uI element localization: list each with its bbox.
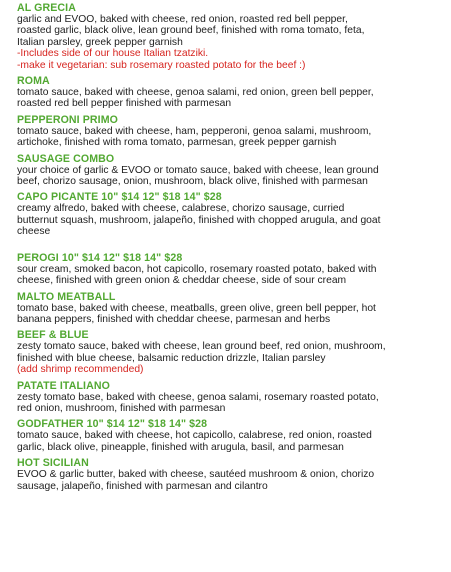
item-name: MALTO MEATBALL	[17, 290, 116, 303]
item-desc-line: tomato sauce, baked with cheese, genoa salami, red onion, green bell pepper,	[17, 87, 374, 99]
item-desc-line: garlic, black olive, pineapple, finished with arugula, basil, and parmesan	[17, 441, 344, 453]
menu-item-al-grecia	[17, 2, 445, 71]
menu-item-sausage-combo	[17, 153, 445, 188]
item-name: CAPO PICANTE 10" $14 12" $18 14" $28	[17, 191, 222, 204]
item-desc-line: cheese, finished with green onion & cheddar cheese, side of sour cream	[17, 275, 347, 287]
menu-item-capo-picante	[17, 191, 445, 237]
item-desc-line: artichoke, finished with roma tomato, parmesan, greek pepper garnish	[17, 137, 337, 149]
item-name: HOT SICILIAN	[17, 457, 89, 470]
item-desc-line: red onion, mushroom, finished with parmesan	[17, 402, 226, 414]
item-name: AL GRECIA	[17, 2, 76, 14]
item-desc-line: finished with blue cheese, balsamic reduction drizzle, Italian parsley	[17, 352, 326, 364]
menu-item-malto-meatball	[17, 291, 445, 326]
menu-item-hot-sicilian	[17, 457, 445, 492]
item-desc-line: sausage, jalapeño, finished with parmesan and cilantro	[17, 480, 268, 492]
item-name: PEPPERONI PRIMO	[17, 113, 118, 126]
item-desc-line: tomato sauce, baked with cheese, hot capicollo, calabrese, red onion, roasted	[17, 430, 372, 442]
menu-item-beef-and-blue	[17, 329, 445, 375]
item-desc-line: sour cream, smoked bacon, hot capicollo, rosemary roasted potato, baked with	[17, 263, 377, 275]
item-desc-line: zesty tomato base, baked with cheese, genoa salami, rosemary roasted potato,	[17, 391, 379, 403]
item-desc-line: butternut squash, mushroom, jalapeño, finished with chopped arugula, and goat	[17, 214, 381, 226]
item-desc-line: tomato base, baked with cheese, meatballs, green olive, green bell pepper, hot	[17, 302, 376, 314]
menu-item-godfather	[17, 418, 445, 453]
item-desc-line: beef, chorizo sausage, onion, mushroom, black olive, finished with parmesan	[17, 176, 368, 188]
menu-list	[17, 2, 445, 492]
item-note: -Includes side of our house Italian tzatziki.	[17, 48, 209, 60]
item-name: PATATE ITALIANO	[17, 379, 110, 392]
item-name: PEROGI 10" $14 12" $18 14" $28	[17, 251, 183, 264]
menu-item-perogi	[17, 252, 445, 287]
item-desc-line: roasted red bell pepper finished with parmesan	[17, 98, 232, 110]
item-name: BEEF & BLUE	[17, 329, 89, 342]
menu-item-patate-italiano	[17, 380, 445, 415]
item-desc-line: tomato sauce, baked with cheese, ham, pepperoni, genoa salami, mushroom,	[17, 125, 372, 137]
item-desc-line: your choice of garlic & EVOO or tomato sauce, baked with cheese, lean ground	[17, 164, 379, 176]
item-desc-line: banana peppers, finished with cheddar cheese, parmesan and herbs	[17, 313, 331, 325]
item-desc-line: cheese	[17, 226, 51, 238]
item-name: SAUSAGE COMBO	[17, 152, 115, 165]
menu-item-pepperoni-primo	[17, 114, 445, 149]
item-desc-line: EVOO & garlic butter, baked with cheese, sautéed mushroom & onion, chorizo	[17, 469, 375, 481]
item-desc-line: creamy alfredo, baked with cheese, calabrese, chorizo sausage, curried	[17, 203, 345, 215]
item-desc-line: garlic and EVOO, baked with cheese, red onion, roasted red bell pepper,	[17, 14, 348, 25]
item-desc-line: roasted garlic, black olive, lean ground beef, finished with roma tomato, feta,	[17, 25, 365, 37]
item-desc-line: zesty tomato sauce, baked with cheese, lean ground beef, red onion, mushroom,	[17, 341, 386, 353]
item-name: GODFATHER 10" $14 12" $18 14" $28	[17, 418, 208, 431]
menu-item-roma	[17, 75, 445, 110]
item-note: -make it vegetarian: sub rosemary roasted potato for the beef :)	[17, 59, 306, 71]
item-name: ROMA	[17, 75, 50, 88]
item-note: (add shrimp recommended)	[17, 364, 144, 376]
item-desc-line: Italian parsley, greek pepper garnish	[17, 36, 183, 48]
